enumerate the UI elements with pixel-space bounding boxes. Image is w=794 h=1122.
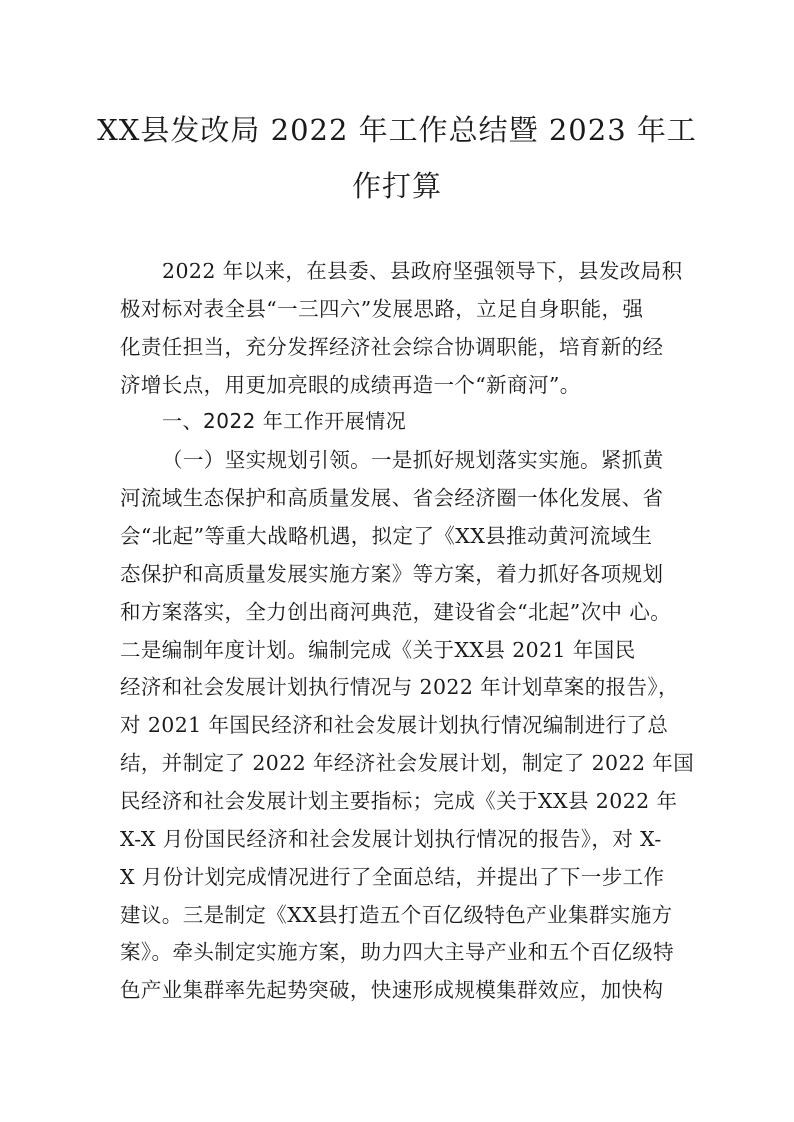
- document-title-line-2: 作打算: [351, 169, 442, 203]
- paragraph-line: 和方案落实，全力创出商河典范，建设省会“北起”次中 心。: [120, 600, 672, 624]
- paragraph-line: 对 2021 年国民经济和社会发展计划执行情况编制进行了总: [120, 713, 669, 737]
- paragraph-line: 二是编制年度计划。编制完成《关于XX县 2021 年国民: [120, 638, 636, 662]
- paragraph-line: 2022 年以来，在县委、县政府坚强领导下，县发改局积: [162, 259, 683, 283]
- paragraph-line: 结，并制定了 2022 年经济社会发展计划，制定了 2022 年国: [120, 751, 695, 775]
- paragraph-line: 态保护和高质量发展实施方案》等方案，着力抓好各项规划: [120, 562, 664, 586]
- paragraph-line: 经济和社会发展计划执行情况与 2022 年计划草案的报告》，: [120, 675, 679, 699]
- paragraph-line: X-X 月份国民经济和社会发展计划执行情况的报告》，对 X-: [120, 827, 662, 851]
- paragraph-line: 民经济和社会发展计划主要指标；完成《关于XX县 2022 年: [120, 789, 678, 813]
- paragraph-line: 建议。三是制定《XX县打造五个百亿级特色产业集群实施方: [120, 903, 673, 927]
- paragraph-line: 会“北起”等重大战略机遇，拟定了《XX县推动黄河流域生: [120, 524, 653, 548]
- paragraph-line: X 月份计划完成情况进行了全面总结，并提出了下一步工作: [120, 865, 665, 889]
- paragraph-line: 化责任担当，充分发挥经济社会综合协调职能，培育新的经: [120, 335, 664, 359]
- paragraph-line: 案》。牵头制定实施方案，助力四大主导产业和五个百亿级特: [120, 940, 675, 964]
- paragraph-line: 河流域生态保护和高质量发展、省会经济圈一体化发展、省: [120, 486, 664, 510]
- paragraph-line: 色产业集群率先起势突破，快速形成规模集群效应，加快构: [120, 978, 664, 1002]
- document-title-line-1: XX县发改局 2022 年工作总结暨 2023 年工: [97, 113, 697, 147]
- paragraph-line: 济增长点，用更加亮眼的成绩再造一个“新商河”。: [120, 373, 581, 397]
- paragraph-line: 极对标对表全县“一三四六”发展思路，立足自身职能，强: [120, 297, 644, 321]
- paragraph-line: （一）坚实规划引领。一是抓好规划落实实施。紧抓黄: [162, 448, 664, 472]
- section-heading: 一、2022 年工作开展情况: [162, 409, 407, 433]
